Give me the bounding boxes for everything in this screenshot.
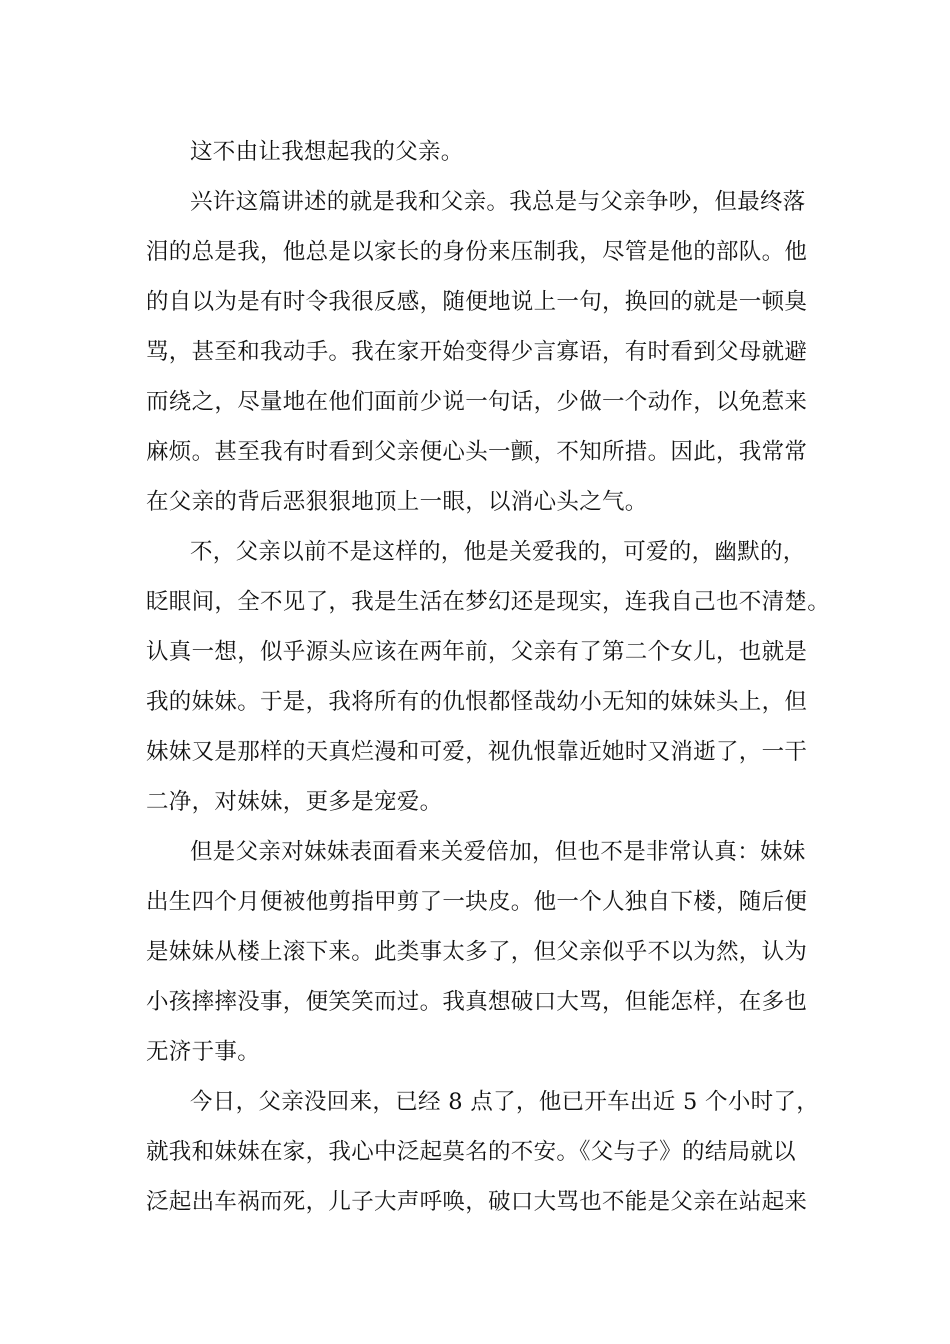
paragraph-3-line-4: 我的妹妹。于是，我将所有的仇恨都怪哉幼小无知的妹妹头上，但 [146,689,808,715]
paragraph-3-line-3: 认真一想，似乎源头应该在两年前，父亲有了第二个女儿，也就是 [146,639,808,665]
paragraph-2-line-2: 泪的总是我，他总是以家长的身份来压制我，尽管是他的部队。他 [146,239,808,265]
paragraph-3-line-5: 妹妹又是那样的天真烂漫和可爱，视仇恨靠近她时又消逝了，一干 [146,739,808,765]
paragraph-2-line-1: 兴许这篇讲述的就是我和父亲。我总是与父亲争吵，但最终落 [190,189,806,215]
paragraph-2-line-5: 而绕之，尽量地在他们面前少说一句话，少做一个动作，以免惹来 [146,389,808,415]
paragraph-3-line-6: 二净，对妹妹，更多是宠爱。 [146,789,443,815]
paragraph-2-line-3: 的自以为是有时令我很反感，随便地说上一句，换回的就是一顿臭 [146,289,808,315]
paragraph-3-line-1: 不，父亲以前不是这样的，他是关爱我的，可爱的，幽默的， [190,539,806,565]
paragraph-2-line-7: 在父亲的背后恶狠狠地顶上一眼，以消心头之气。 [146,489,648,515]
paragraph-5-line-3: 泛起出车祸而死，儿子大声呼唤，破口大骂也不能是父亲在站起来 [146,1189,808,1215]
paragraph-4-line-2: 出生四个月便被他剪指甲剪了一块皮。他一个人独自下楼，随后便 [146,889,808,915]
paragraph-4-line-3: 是妹妹从楼上滚下来。此类事太多了，但父亲似乎不以为然，认为 [146,939,808,965]
paragraph-3-line-2: 眨眼间，全不见了，我是生活在梦幻还是现实，连我自己也不清楚。 [146,589,831,615]
paragraph-4-line-4: 小孩摔摔没事，便笑笑而过。我真想破口大骂，但能怎样，在多也 [146,989,808,1015]
paragraph-2-line-4: 骂，甚至和我动手。我在家开始变得少言寡语，有时看到父母就避 [146,339,808,365]
paragraph-5-line-1: 今日，父亲没回来，已经 8 点了，他已开车出近 5 个小时了， [190,1089,820,1115]
paragraph-4-line-1: 但是父亲对妹妹表面看来关爱倍加，但也不是非常认真：妹妹 [190,839,806,865]
paragraph-5-line-2: 就我和妹妹在家，我心中泛起莫名的不安。《父与子》的结局就以 [146,1139,796,1165]
paragraph-4-line-5: 无济于事。 [146,1039,261,1065]
paragraph-2-line-6: 麻烦。甚至我有时看到父亲便心头一颤，不知所措。因此，我常常 [146,439,808,465]
paragraph-1-line-1: 这不由让我想起我的父亲。 [190,139,464,165]
